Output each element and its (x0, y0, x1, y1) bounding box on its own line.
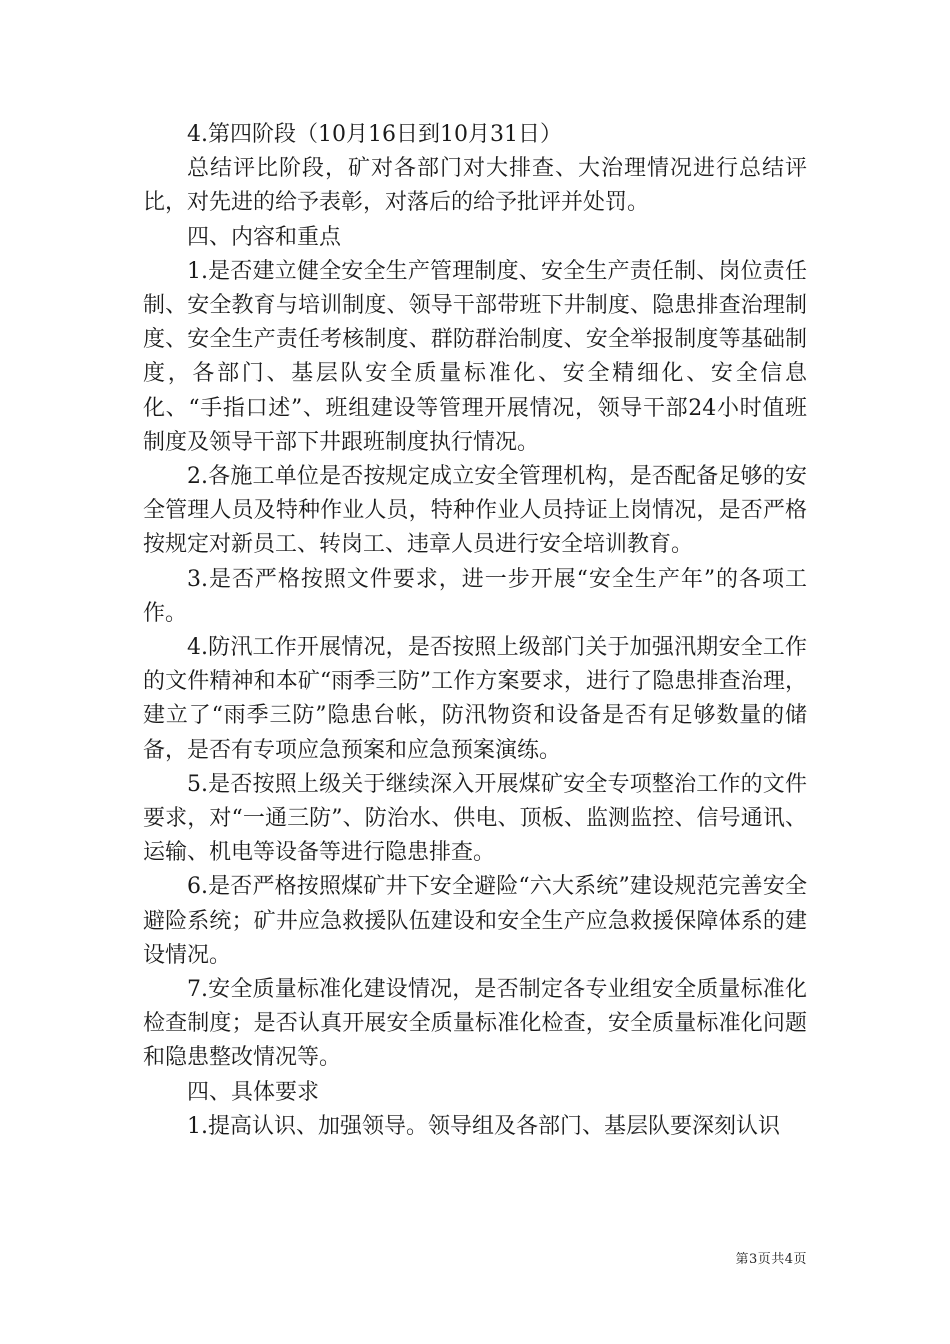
paragraph-item-1: 1.是否建立健全安全生产管理制度、安全生产责任制、岗位责任制、安全教育与培训制度、领导干部带班下井制度、隐患排查治理制度、安全生产责任考核制度、群防群治制度、安全举报制度等基础制度，各部门、基层队安全质量标准化、安全精细化、安全信息化、“手指口述”、班组建设等管理开展情况，领导干部24小时值班制度及领导干部下井跟班制度执行情况。 (143, 258, 807, 455)
document-body (143, 118, 807, 1144)
page-number: 第3页共4页 (735, 1252, 807, 1267)
paragraph-item-6: 6.是否严格按照煤矿井下安全避险“六大系统”建设规范完善安全避险系统；矿井应急救援队伍建设和安全生产应急救援保障体系的建设情况。 (143, 874, 807, 968)
paragraph-item-5: 5.是否按照上级关于继续深入开展煤矿安全专项整治工作的文件要求，对“一通三防”、防治水、供电、顶板、监测监控、信号通讯、运输、机电等设备等进行隐患排查。 (143, 771, 807, 866)
paragraph-stage-four-heading: 4.第四阶段（10月16日到10月31日） (187, 122, 562, 147)
paragraph-item-3: 3.是否严格按照文件要求，进一步开展“安全生产年”的各项工作。 (143, 566, 807, 626)
paragraph-summary-stage: 总结评比阶段，矿对各部门对大排查、大治理情况进行总结评比，对先进的给予表彰，对落后的给予批评并处罚。 (143, 156, 807, 216)
section-heading-requirements: 四、具体要求 (187, 1079, 320, 1105)
paragraph-item-2: 2.各施工单位是否按规定成立安全管理机构，是否配备足够的安全管理人员及特种作业人员，特种作业人员持证上岗情况，是否严格按规定对新员工、转岗工、违章人员进行安全培训教育。 (143, 464, 807, 558)
paragraph-requirement-1: 1.提高认识、加强领导。领导组及各部门、基层队要深刻认识 (187, 1113, 780, 1139)
section-heading-content-focus: 四、内容和重点 (187, 224, 342, 250)
paragraph-item-4: 4.防汛工作开展情况，是否按照上级部门关于加强汛期安全工作的文件精神和本矿“雨季三防”工作方案要求，进行了隐患排查治理，建立了“雨季三防”隐患台帐，防汛物资和设备是否有足够数量的储备，是否有专项应急预案和应急预案演练。 (143, 635, 807, 763)
paragraph-item-7: 7.安全质量标准化建设情况，是否制定各专业组安全质量标准化检查制度；是否认真开展安全质量标准化检查，安全质量标准化问题和隐患整改情况等。 (143, 977, 807, 1071)
